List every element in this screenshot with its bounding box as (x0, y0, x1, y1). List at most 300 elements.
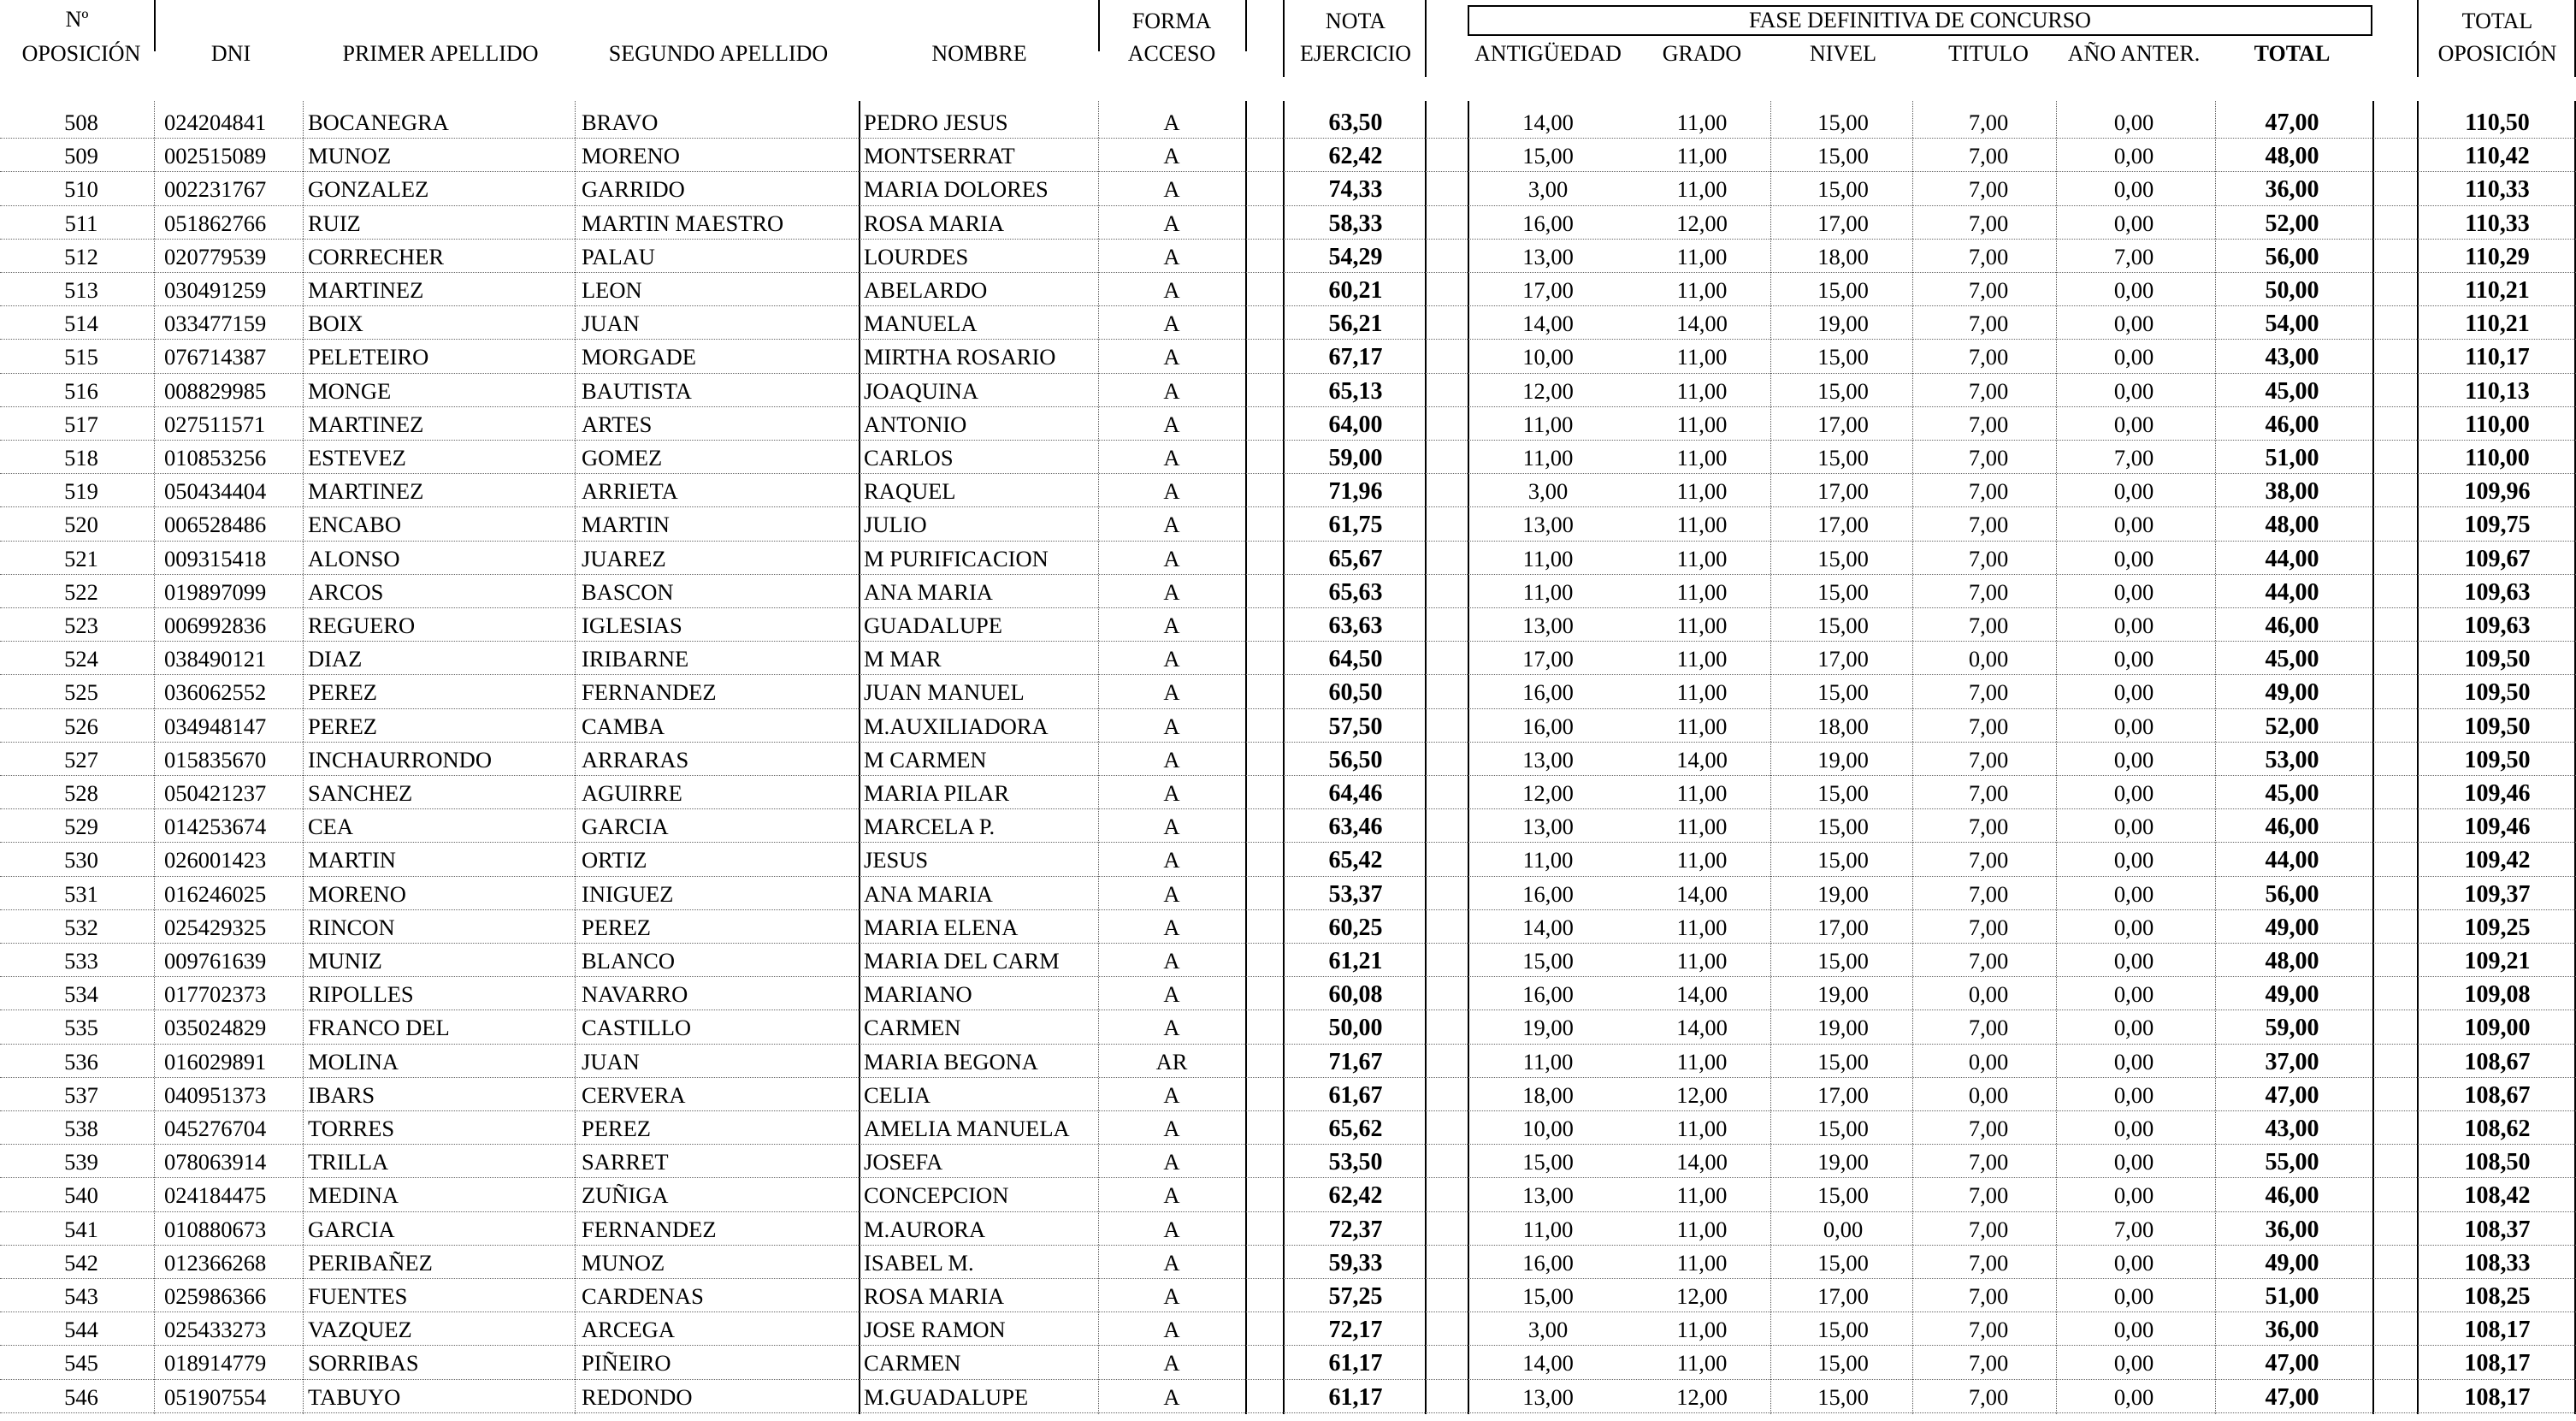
cell-anio: 0,00 (2113, 1249, 2154, 1276)
cell-anio: 0,00 (2113, 981, 2154, 1008)
cell-grado: 11,00 (1676, 713, 1728, 739)
cell-ape1: MOLINA (308, 1048, 399, 1075)
cell-dni: 006528486 (164, 512, 267, 538)
cell-anio: 0,00 (2113, 1350, 2154, 1377)
cell-nivel: 15,00 (1817, 679, 1869, 706)
cell-acceso: A (1163, 914, 1180, 940)
cell-dni: 034948147 (164, 713, 267, 739)
cell-anio: 0,00 (2113, 914, 2154, 940)
cell-nota: 59,33 (1328, 1249, 1383, 1276)
cell-nota: 65,42 (1328, 847, 1383, 874)
cell-total: 49,00 (2265, 914, 2319, 941)
cell-nivel: 17,00 (1817, 1283, 1869, 1309)
cell-total: 45,00 (2265, 780, 2319, 807)
cell-nivel: 15,00 (1817, 814, 1869, 840)
cell-nivel: 15,00 (1817, 1048, 1869, 1075)
cell-total: 59,00 (2265, 1015, 2319, 1042)
cell-ape2: CERVERA (582, 1081, 686, 1108)
cell-grado: 11,00 (1676, 411, 1728, 437)
cell-grado: 11,00 (1676, 1048, 1728, 1075)
cell-anio: 0,00 (2113, 210, 2154, 236)
cell-grado: 11,00 (1676, 1216, 1728, 1242)
cell-anio: 0,00 (2113, 1116, 2154, 1141)
cell-nota: 63,50 (1328, 110, 1383, 136)
cell-ant: 17,00 (1522, 646, 1574, 672)
cell-anio: 0,00 (2113, 780, 2154, 806)
cell-ape1: MUNIZ (308, 948, 382, 974)
cell-n: 534 (64, 981, 98, 1008)
cell-acceso: A (1163, 1116, 1180, 1141)
cell-titulo: 7,00 (1968, 344, 2009, 370)
cell-ant: 13,00 (1522, 512, 1574, 538)
cell-ant: 11,00 (1522, 847, 1574, 873)
divider (859, 101, 860, 1414)
cell-dni: 051907554 (164, 1383, 267, 1410)
cell-ant: 16,00 (1522, 1249, 1574, 1276)
cell-nota: 56,21 (1328, 311, 1383, 338)
cell-acceso: A (1163, 1081, 1180, 1108)
cell-n: 524 (64, 646, 98, 672)
cell-nombre: M MAR (864, 646, 942, 672)
cell-dni: 033477159 (164, 311, 267, 337)
header-total-oposicion-2: OPOSICIÓN (2437, 41, 2557, 66)
cell-nota: 62,42 (1328, 1182, 1383, 1210)
cell-anio: 0,00 (2113, 646, 2154, 672)
cell-total: 43,00 (2265, 344, 2319, 371)
cell-nivel: 17,00 (1817, 411, 1869, 437)
cell-ape2: ARRARAS (582, 746, 689, 773)
cell-grado: 11,00 (1676, 1249, 1728, 1276)
cell-dni: 014253674 (164, 814, 267, 840)
cell-dni: 009761639 (164, 948, 267, 974)
cell-total_op: 108,37 (2464, 1216, 2531, 1243)
cell-nota: 61,21 (1328, 948, 1383, 974)
cell-titulo: 7,00 (1968, 914, 2009, 940)
cell-ant: 11,00 (1522, 1048, 1574, 1075)
cell-ant: 13,00 (1522, 1182, 1574, 1209)
cell-total_op: 109,50 (2464, 646, 2531, 673)
header-anio-anter: AÑO ANTER. (2067, 41, 2201, 66)
cell-n: 538 (64, 1116, 98, 1141)
divider (2417, 101, 2419, 1414)
cell-acceso: A (1163, 780, 1180, 806)
cell-total: 48,00 (2265, 512, 2319, 539)
cell-nombre: MARIA PILAR (864, 780, 1010, 806)
cell-titulo: 7,00 (1968, 545, 2009, 571)
cell-n: 508 (64, 110, 98, 135)
cell-acceso: A (1163, 545, 1180, 571)
divider (575, 101, 576, 1414)
cell-acceso: A (1163, 1015, 1180, 1041)
cell-n: 523 (64, 613, 98, 638)
cell-total: 46,00 (2265, 814, 2319, 841)
cell-titulo: 0,00 (1968, 981, 2009, 1008)
cell-nombre: ROSA MARIA (864, 1283, 1005, 1309)
cell-acceso: AR (1155, 1048, 1188, 1075)
cell-total: 53,00 (2265, 746, 2319, 773)
cell-titulo: 7,00 (1968, 411, 2009, 437)
cell-titulo: 7,00 (1968, 1116, 2009, 1141)
cell-titulo: 7,00 (1968, 445, 2009, 471)
header-segundo-apellido: SEGUNDO APELLIDO (608, 41, 829, 66)
cell-ape1: RUIZ (308, 210, 361, 236)
header-n: Nº (65, 7, 89, 32)
cell-anio: 0,00 (2113, 1383, 2154, 1410)
cell-nivel: 15,00 (1817, 780, 1869, 806)
cell-n: 544 (64, 1317, 98, 1343)
cell-nombre: M.AUXILIADORA (864, 713, 1049, 739)
cell-total_op: 109,50 (2464, 679, 2531, 707)
cell-dni: 027511571 (164, 411, 266, 437)
cell-ant: 16,00 (1522, 981, 1574, 1008)
cell-ape2: MARTIN MAESTRO (582, 210, 784, 236)
cell-n: 537 (64, 1081, 98, 1108)
cell-ant: 16,00 (1522, 713, 1574, 739)
cell-titulo: 7,00 (1968, 1249, 2009, 1276)
cell-ape2: MORGADE (582, 344, 696, 370)
cell-nota: 63,63 (1328, 613, 1383, 639)
cell-ape1: FRANCO DEL (308, 1015, 450, 1041)
cell-grado: 11,00 (1676, 143, 1728, 169)
cell-grado: 14,00 (1676, 311, 1728, 337)
cell-total: 50,00 (2265, 277, 2319, 304)
cell-ape1: MEDINA (308, 1182, 399, 1209)
cell-total_op: 108,67 (2464, 1081, 2531, 1109)
cell-anio: 0,00 (2113, 1317, 2154, 1343)
cell-nivel: 15,00 (1817, 277, 1869, 303)
cell-titulo: 7,00 (1968, 243, 2009, 269)
cell-ape2: GARCIA (582, 814, 669, 840)
cell-anio: 0,00 (2113, 613, 2154, 638)
cell-ant: 14,00 (1522, 311, 1574, 337)
cell-dni: 025986366 (164, 1283, 267, 1309)
cell-dni: 024184475 (164, 1182, 267, 1209)
cell-acceso: A (1163, 110, 1180, 135)
cell-grado: 11,00 (1676, 243, 1728, 269)
cell-total: 46,00 (2265, 1182, 2319, 1210)
cell-ant: 11,00 (1522, 411, 1574, 437)
cell-total: 46,00 (2265, 411, 2319, 438)
cell-nombre: MANUELA (864, 311, 978, 337)
divider (1912, 101, 1913, 1414)
cell-anio: 0,00 (2113, 1283, 2154, 1309)
cell-n: 525 (64, 679, 98, 706)
header-total-oposicion-1: TOTAL (2461, 9, 2533, 33)
cell-n: 516 (64, 377, 98, 404)
cell-grado: 14,00 (1676, 981, 1728, 1008)
cell-anio: 7,00 (2113, 445, 2154, 471)
cell-grado: 11,00 (1676, 512, 1728, 538)
cell-nota: 67,17 (1328, 344, 1383, 371)
cell-titulo: 7,00 (1968, 613, 2009, 638)
cell-nota: 58,33 (1328, 210, 1383, 237)
cell-nombre: CARMEN (864, 1350, 961, 1377)
cell-ape2: JUAREZ (582, 545, 666, 571)
cell-titulo: 7,00 (1968, 1015, 2009, 1041)
cell-grado: 11,00 (1676, 914, 1728, 940)
cell-total_op: 108,17 (2464, 1383, 2531, 1411)
header-dni: DNI (210, 41, 251, 66)
cell-grado: 11,00 (1676, 814, 1728, 840)
cell-nota: 65,67 (1328, 545, 1383, 572)
cell-total_op: 110,00 (2465, 445, 2530, 471)
cell-total_op: 109,08 (2464, 981, 2531, 1009)
cell-ant: 15,00 (1522, 1149, 1574, 1175)
cell-total_op: 110,00 (2465, 411, 2530, 438)
cell-titulo: 0,00 (1968, 646, 2009, 672)
cell-titulo: 7,00 (1968, 110, 2009, 135)
cell-nombre: JUAN MANUEL (864, 679, 1025, 706)
cell-acceso: A (1163, 512, 1180, 538)
cell-n: 518 (64, 445, 98, 471)
cell-nota: 57,25 (1328, 1283, 1383, 1310)
cell-ape2: FERNANDEZ (582, 1216, 717, 1242)
cell-ape2: PEREZ (582, 1116, 651, 1141)
cell-total_op: 110,21 (2465, 311, 2530, 338)
cell-total: 51,00 (2265, 445, 2319, 471)
cell-total: 52,00 (2265, 210, 2319, 237)
cell-total: 47,00 (2265, 1350, 2319, 1377)
cell-total: 44,00 (2265, 545, 2319, 572)
cell-acceso: A (1163, 578, 1180, 605)
cell-ant: 13,00 (1522, 243, 1574, 269)
cell-nivel: 19,00 (1817, 1149, 1869, 1175)
divider (1283, 0, 1285, 77)
cell-nota: 65,62 (1328, 1116, 1383, 1142)
cell-total: 48,00 (2265, 948, 2319, 974)
cell-nivel: 19,00 (1817, 1015, 1869, 1041)
cell-total_op: 110,33 (2465, 210, 2530, 237)
cell-ant: 15,00 (1522, 1283, 1574, 1309)
cell-grado: 11,00 (1676, 1317, 1728, 1343)
cell-nota: 60,08 (1328, 981, 1383, 1009)
divider (303, 101, 304, 1414)
cell-nivel: 15,00 (1817, 1383, 1869, 1410)
cell-total_op: 109,46 (2464, 814, 2531, 841)
cell-anio: 0,00 (2113, 746, 2154, 773)
cell-nombre: JULIO (864, 512, 927, 538)
cell-dni: 012366268 (164, 1249, 267, 1276)
cell-total: 43,00 (2265, 1116, 2319, 1142)
cell-dni: 015835670 (164, 746, 267, 773)
cell-nivel: 15,00 (1817, 176, 1869, 203)
cell-titulo: 7,00 (1968, 512, 2009, 538)
cell-ape2: GOMEZ (582, 445, 663, 471)
cell-dni: 002231767 (164, 176, 267, 203)
cell-n: 528 (64, 780, 98, 806)
cell-n: 545 (64, 1350, 98, 1377)
cell-ape1: INCHAURRONDO (308, 746, 492, 773)
cell-ape1: TABUYO (308, 1383, 401, 1410)
cell-anio: 0,00 (2113, 545, 2154, 571)
cell-grado: 11,00 (1676, 646, 1728, 672)
cell-grado: 11,00 (1676, 847, 1728, 873)
cell-total: 45,00 (2265, 377, 2319, 405)
cell-nota: 56,50 (1328, 746, 1383, 773)
cell-ape1: SANCHEZ (308, 780, 413, 806)
cell-grado: 12,00 (1676, 210, 1728, 236)
cell-titulo: 7,00 (1968, 1149, 2009, 1175)
cell-dni: 025433273 (164, 1317, 267, 1343)
cell-ape1: MARTINEZ (308, 411, 424, 437)
cell-grado: 11,00 (1676, 780, 1728, 806)
cell-nivel: 15,00 (1817, 545, 1869, 571)
cell-ape1: PELETEIRO (308, 344, 429, 370)
cell-total_op: 110,17 (2465, 344, 2530, 371)
cell-nota: 64,00 (1328, 411, 1383, 438)
cell-anio: 0,00 (2113, 411, 2154, 437)
cell-anio: 0,00 (2113, 679, 2154, 706)
cell-n: 527 (64, 746, 98, 773)
cell-nota: 61,17 (1328, 1350, 1383, 1377)
cell-nombre: M CARMEN (864, 746, 987, 773)
cell-titulo: 7,00 (1968, 1383, 2009, 1410)
cell-dni: 019897099 (164, 578, 267, 605)
cell-nivel: 15,00 (1817, 1116, 1869, 1141)
cell-nombre: CARMEN (864, 1015, 961, 1041)
cell-anio: 0,00 (2113, 1149, 2154, 1175)
cell-nombre: MARIA DOLORES (864, 176, 1049, 203)
cell-ant: 3,00 (1527, 176, 1569, 203)
cell-n: 513 (64, 277, 98, 303)
cell-acceso: A (1163, 713, 1180, 739)
cell-grado: 14,00 (1676, 880, 1728, 907)
cell-grado: 11,00 (1676, 445, 1728, 471)
cell-dni: 018914779 (164, 1350, 267, 1377)
cell-nombre: MONTSERRAT (864, 143, 1015, 169)
cell-total_op: 109,96 (2464, 478, 2531, 506)
cell-nivel: 15,00 (1817, 377, 1869, 404)
cell-grado: 11,00 (1676, 1182, 1728, 1209)
divider (2056, 101, 2057, 1414)
cell-ant: 19,00 (1522, 1015, 1574, 1041)
cell-nivel: 15,00 (1817, 445, 1869, 471)
cell-nota: 64,46 (1328, 780, 1383, 807)
cell-nombre: CARLOS (864, 445, 954, 471)
cell-acceso: A (1163, 1249, 1180, 1276)
cell-grado: 12,00 (1676, 1383, 1728, 1410)
cell-nombre: GUADALUPE (864, 613, 1002, 638)
cell-acceso: A (1163, 814, 1180, 840)
cell-ant: 14,00 (1522, 914, 1574, 940)
cell-total: 38,00 (2265, 478, 2319, 506)
cell-ape1: MARTIN (308, 847, 396, 873)
cell-ape1: ALONSO (308, 545, 400, 571)
cell-anio: 0,00 (2113, 880, 2154, 907)
header-acceso: ACCESO (1127, 41, 1216, 66)
cell-grado: 12,00 (1676, 1283, 1728, 1309)
cell-anio: 7,00 (2113, 243, 2154, 269)
divider (1098, 101, 1099, 1414)
header-nota: NOTA (1325, 9, 1386, 33)
cell-dni: 016246025 (164, 880, 267, 907)
cell-ant: 13,00 (1522, 1383, 1574, 1410)
cell-grado: 11,00 (1676, 478, 1728, 505)
cell-nombre: MIRTHA ROSARIO (864, 344, 1056, 370)
cell-total_op: 109,25 (2464, 914, 2531, 941)
cell-dni: 040951373 (164, 1081, 267, 1108)
cell-ape1: TORRES (308, 1116, 395, 1141)
cell-nivel: 15,00 (1817, 578, 1869, 605)
cell-n: 515 (64, 344, 98, 370)
cell-acceso: A (1163, 1350, 1180, 1377)
cell-titulo: 7,00 (1968, 948, 2009, 974)
cell-grado: 14,00 (1676, 1149, 1728, 1175)
cell-total_op: 108,50 (2464, 1149, 2531, 1176)
cell-n: 509 (64, 143, 98, 169)
cell-ape1: ARCOS (308, 578, 384, 605)
cell-total: 56,00 (2265, 880, 2319, 908)
cell-n: 533 (64, 948, 98, 974)
cell-ant: 3,00 (1527, 1317, 1569, 1343)
cell-titulo: 7,00 (1968, 578, 2009, 605)
cell-anio: 0,00 (2113, 143, 2154, 169)
cell-grado: 11,00 (1676, 578, 1728, 605)
cell-nombre: CELIA (864, 1081, 931, 1108)
cell-grado: 11,00 (1676, 1350, 1728, 1377)
cell-n: 520 (64, 512, 98, 538)
cell-ape1: PEREZ (308, 679, 377, 706)
cell-ape2: SARRET (582, 1149, 669, 1175)
cell-ape1: IBARS (308, 1081, 375, 1108)
cell-ape2: ORTIZ (582, 847, 647, 873)
cell-ant: 14,00 (1522, 110, 1574, 135)
cell-nota: 53,37 (1328, 880, 1383, 908)
cell-nota: 72,17 (1328, 1317, 1383, 1344)
cell-titulo: 7,00 (1968, 746, 2009, 773)
cell-total: 49,00 (2265, 981, 2319, 1009)
cell-total: 54,00 (2265, 311, 2319, 338)
cell-acceso: A (1163, 243, 1180, 269)
header-forma: FORMA (1131, 9, 1212, 33)
cell-total_op: 109,75 (2464, 512, 2531, 539)
cell-acceso: A (1163, 143, 1180, 169)
cell-ape1: ENCABO (308, 512, 401, 538)
cell-ape2: MUNOZ (582, 1249, 665, 1276)
divider (1245, 101, 1247, 1414)
cell-ape2: NAVARRO (582, 981, 688, 1008)
cell-ant: 14,00 (1522, 1350, 1574, 1377)
header-titulo: TITULO (1948, 41, 2029, 66)
cell-acceso: A (1163, 880, 1180, 907)
cell-total: 55,00 (2265, 1149, 2319, 1176)
cell-ant: 15,00 (1522, 143, 1574, 169)
cell-n: 511 (64, 210, 98, 236)
cell-ant: 17,00 (1522, 277, 1574, 303)
cell-nota: 65,63 (1328, 578, 1383, 606)
cell-ant: 11,00 (1522, 578, 1574, 605)
cell-n: 514 (64, 311, 98, 337)
cell-ant: 16,00 (1522, 880, 1574, 907)
cell-n: 536 (64, 1048, 98, 1075)
cell-anio: 0,00 (2113, 1048, 2154, 1075)
cell-ape2: MORENO (582, 143, 680, 169)
cell-total_op: 108,33 (2464, 1249, 2531, 1276)
header-grado: GRADO (1662, 41, 1742, 66)
cell-ape1: CEA (308, 814, 353, 840)
cell-nota: 60,25 (1328, 914, 1383, 941)
cell-nivel: 15,00 (1817, 1317, 1869, 1343)
cell-total_op: 109,00 (2464, 1015, 2531, 1042)
cell-ant: 16,00 (1522, 679, 1574, 706)
cell-ant: 18,00 (1522, 1081, 1574, 1108)
cell-n: 546 (64, 1383, 98, 1410)
cell-n: 542 (64, 1249, 98, 1276)
cell-ape2: LEON (582, 277, 642, 303)
cell-ant: 12,00 (1522, 377, 1574, 404)
cell-total_op: 108,42 (2464, 1182, 2531, 1210)
cell-ape2: MARTIN (582, 512, 670, 538)
